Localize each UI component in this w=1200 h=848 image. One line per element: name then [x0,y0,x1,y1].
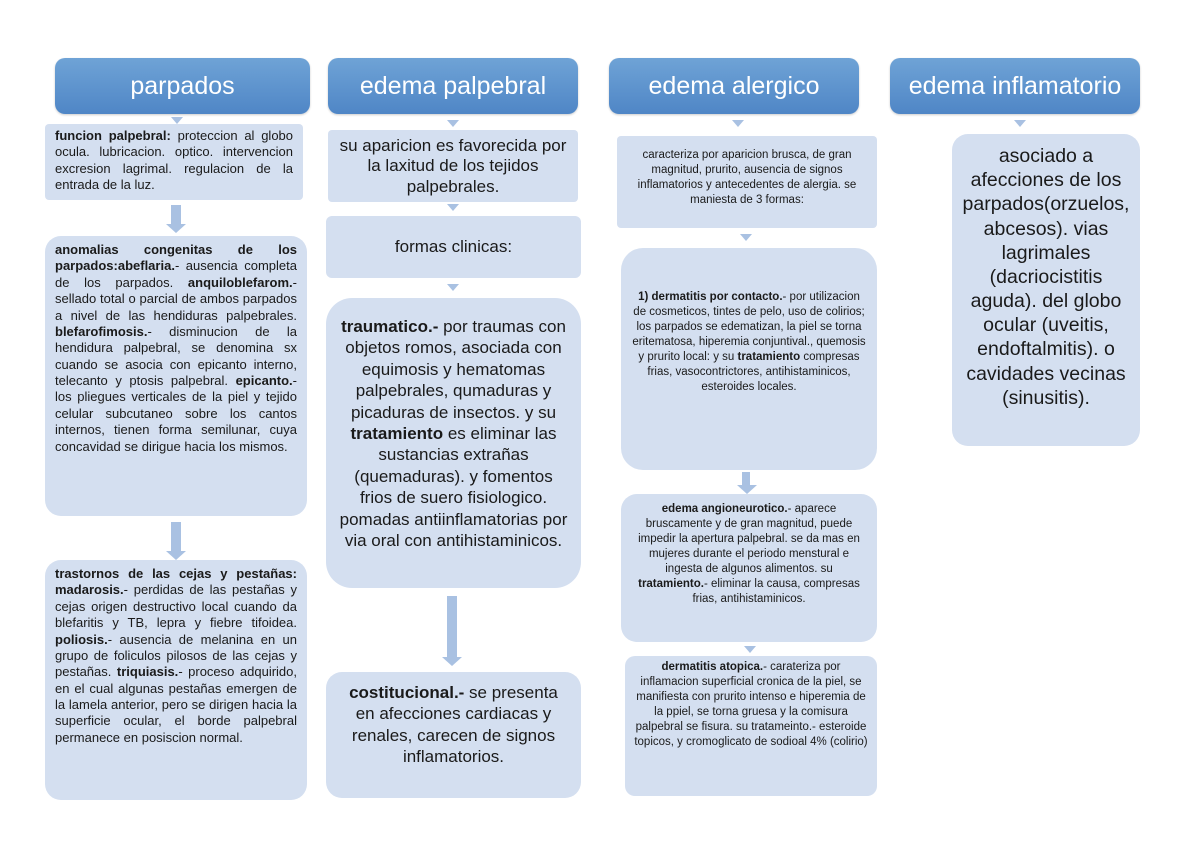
asociado-text: asociado a afecciones de los parpados(orzuelos, abcesos). vias lagrimales (dacriocistitis aguda). del globo ocular (uveitis, endoftalmitis). o cavidades vecinas (sinusitis). [962,145,1130,409]
funcion-term: funcion palpebral: [55,128,171,143]
trastornos-text-3: - proceso adquirido, en el cual algunas pestañas emergen de la lamela anterior, pero se dirigen hacia la superficie ocular, el borde palpebral permanece en posiscion normal. [55,664,297,745]
arrow-inflamatorio-1 [1014,120,1026,127]
dermatitis-contacto-text-2: compresas frias, vasocontrictores, antihistaminicos, esteroides locales. [647,350,860,393]
arrow-parpados-1 [171,117,183,124]
anomalias-term: anomalias congenitas de los parpados:abeflaria. [55,242,297,274]
caracteriza-text: caracteriza por aparicion brusca, de gran magnitud, prurito, ausencia de signos inflamatorios y antecedentes de alergia. se maniesta de 3 formas: [637,149,857,206]
epicanto-term: epicanto. [235,373,293,388]
aparicion-text: su aparicion es favorecida por la laxitud de los tejidos palpebrales. [339,136,567,196]
traumatico-term: traumatico.- [341,317,439,336]
formas-text: formas clinicas: [394,237,513,257]
palpebral-box-traumatico [326,298,581,588]
angioneurotico-term: edema angioneurotico. [661,503,788,515]
traumatico-text-1: por traumas con objetos romos, asociada con equimosis y hematomas palpebrales, qumaduras y picaduras de insectos. y su [345,317,566,422]
poliosis-term: poliosis. [55,631,108,647]
header-edema-inflamatorio-label: edema inflamatorio [908,71,1122,100]
palpebral-box-aparicion [328,130,578,202]
arrow-alergico-1 [732,120,744,127]
header-edema-alergico [609,58,859,114]
angioneurotico-tratamiento-term: tratamiento. [638,577,704,590]
dermatitis-contacto-tratamiento-term: tratamiento [737,350,801,363]
alergico-box-dermatitis-contacto [621,248,877,470]
arrow-alergico-3 [742,472,750,486]
arrow-alergico-2 [740,234,752,241]
header-parpados [55,58,310,114]
dermatitis-contacto-text-1: - por utilizacion de cosmeticos, tintes de pelo, uso de colirios; los parpados se edematizan, la piel se torna eritematosa, hiperemia conjuntival., quemosis y prurito local: y su [632,291,866,363]
alergico-box-caracteriza [617,136,877,228]
arrow-palpebral-2 [447,204,459,211]
header-edema-alergico-label: edema alergico [648,71,820,100]
anquiloblefarom-term: anquiloblefarom. [187,274,293,290]
palpebral-box-costitucional [326,672,581,798]
trastornos-term: trastornos de las cejas y pestañas: madarosis. [55,566,297,598]
alergico-box-angioneurotico [621,494,877,642]
palpebral-box-formas [326,216,581,278]
anomalias-text-1: - ausencia completa de los parpados. [55,258,297,290]
traumatico-text-2: es eliminar las sustancias extrañas (quemaduras). y fomentos frios de suero fisiologico. pomadas antiinflamatorias por via oral con antihistaminicos. [339,424,568,551]
angioneurotico-text-1: - aparece bruscamente y de gran magnitud, puede impedir la apertura palpebral. se da mas en mujeres durante el periodo menstural e ingesta de algunos alimentos. su [638,503,860,575]
anomalias-text-3: - disminucion de la hendidura palpebral, se denomina sx cuando se asocia con epicanto interno, telecanto y ptosis palpebral. [55,323,297,388]
trastornos-text-1: - perdidas de las pestañas y cejas origen destructivo local cuando da blefaritis y TB, lepra y fiebre tifoidea. [55,582,297,631]
anomalias-text-4: - los pliegues verticales de la piel y tejido celular subcutaneo sobre los cantos internos, tienen forma semilunar, cuya concavidad se dirigue hacia los mismos. [55,373,297,454]
trastornos-text-2: - ausencia de melanina en un grupo de foliculos pilosos de las cejas y pestañas. [55,631,297,680]
arrow-palpebral-1 [447,120,459,127]
costitucional-term: costitucional.- [349,683,465,702]
header-edema-palpebral-label: edema palpebral [359,71,547,100]
arrow-parpados-2 [171,205,181,225]
traumatico-tratamiento-term: tratamiento [350,424,444,444]
arrow-parpados-3 [171,522,181,552]
anomalias-text-2: - sellado total o parcial de ambos parpados a nivel de las hendiduras palpebrales. [55,274,297,323]
inflamatorio-box-asociado [952,134,1140,446]
header-edema-inflamatorio [890,58,1140,114]
costitucional-text: se presenta en afecciones cardiacas y renales, carecen de signos inflamatorios. [351,683,558,767]
arrow-alergico-4 [744,646,756,653]
alergico-box-dermatitis-atopica [625,656,877,796]
angioneurotico-text-2: - eliminar la causa, compresas frias, antihistaminicos. [692,577,860,605]
header-edema-palpebral [328,58,578,114]
triquiasis-term: triquiasis. [116,664,179,680]
arrow-palpebral-4 [447,596,457,658]
dermatitis-contacto-term: 1) dermatitis por contacto. [638,291,783,303]
dermatitis-atopica-text: - carateriza por inflamacion superficial cronica de la piel, se manifiesta con prurito intenso e hiperemia de la ppiel, se torna gruesa y la comisura palpebral se fisura. su tratameinto.- esteroide topicos, y cromoglicato de sodioal 4% (colirio) [634,661,868,748]
blefarofimosis-term: blefarofimosis. [55,323,148,339]
funcion-text: proteccion al globo ocula. lubricacion. optico. intervencion excresion lagrimal. regulacion de la entrada de la luz. [55,128,294,193]
dermatitis-atopica-term: dermatitis atopica. [661,661,764,673]
parpados-box-funcion [45,124,303,200]
header-parpados-label: parpados [130,71,235,100]
parpados-box-trastornos [45,560,307,800]
arrow-palpebral-3 [447,284,459,291]
parpados-box-anomalias [45,236,307,516]
